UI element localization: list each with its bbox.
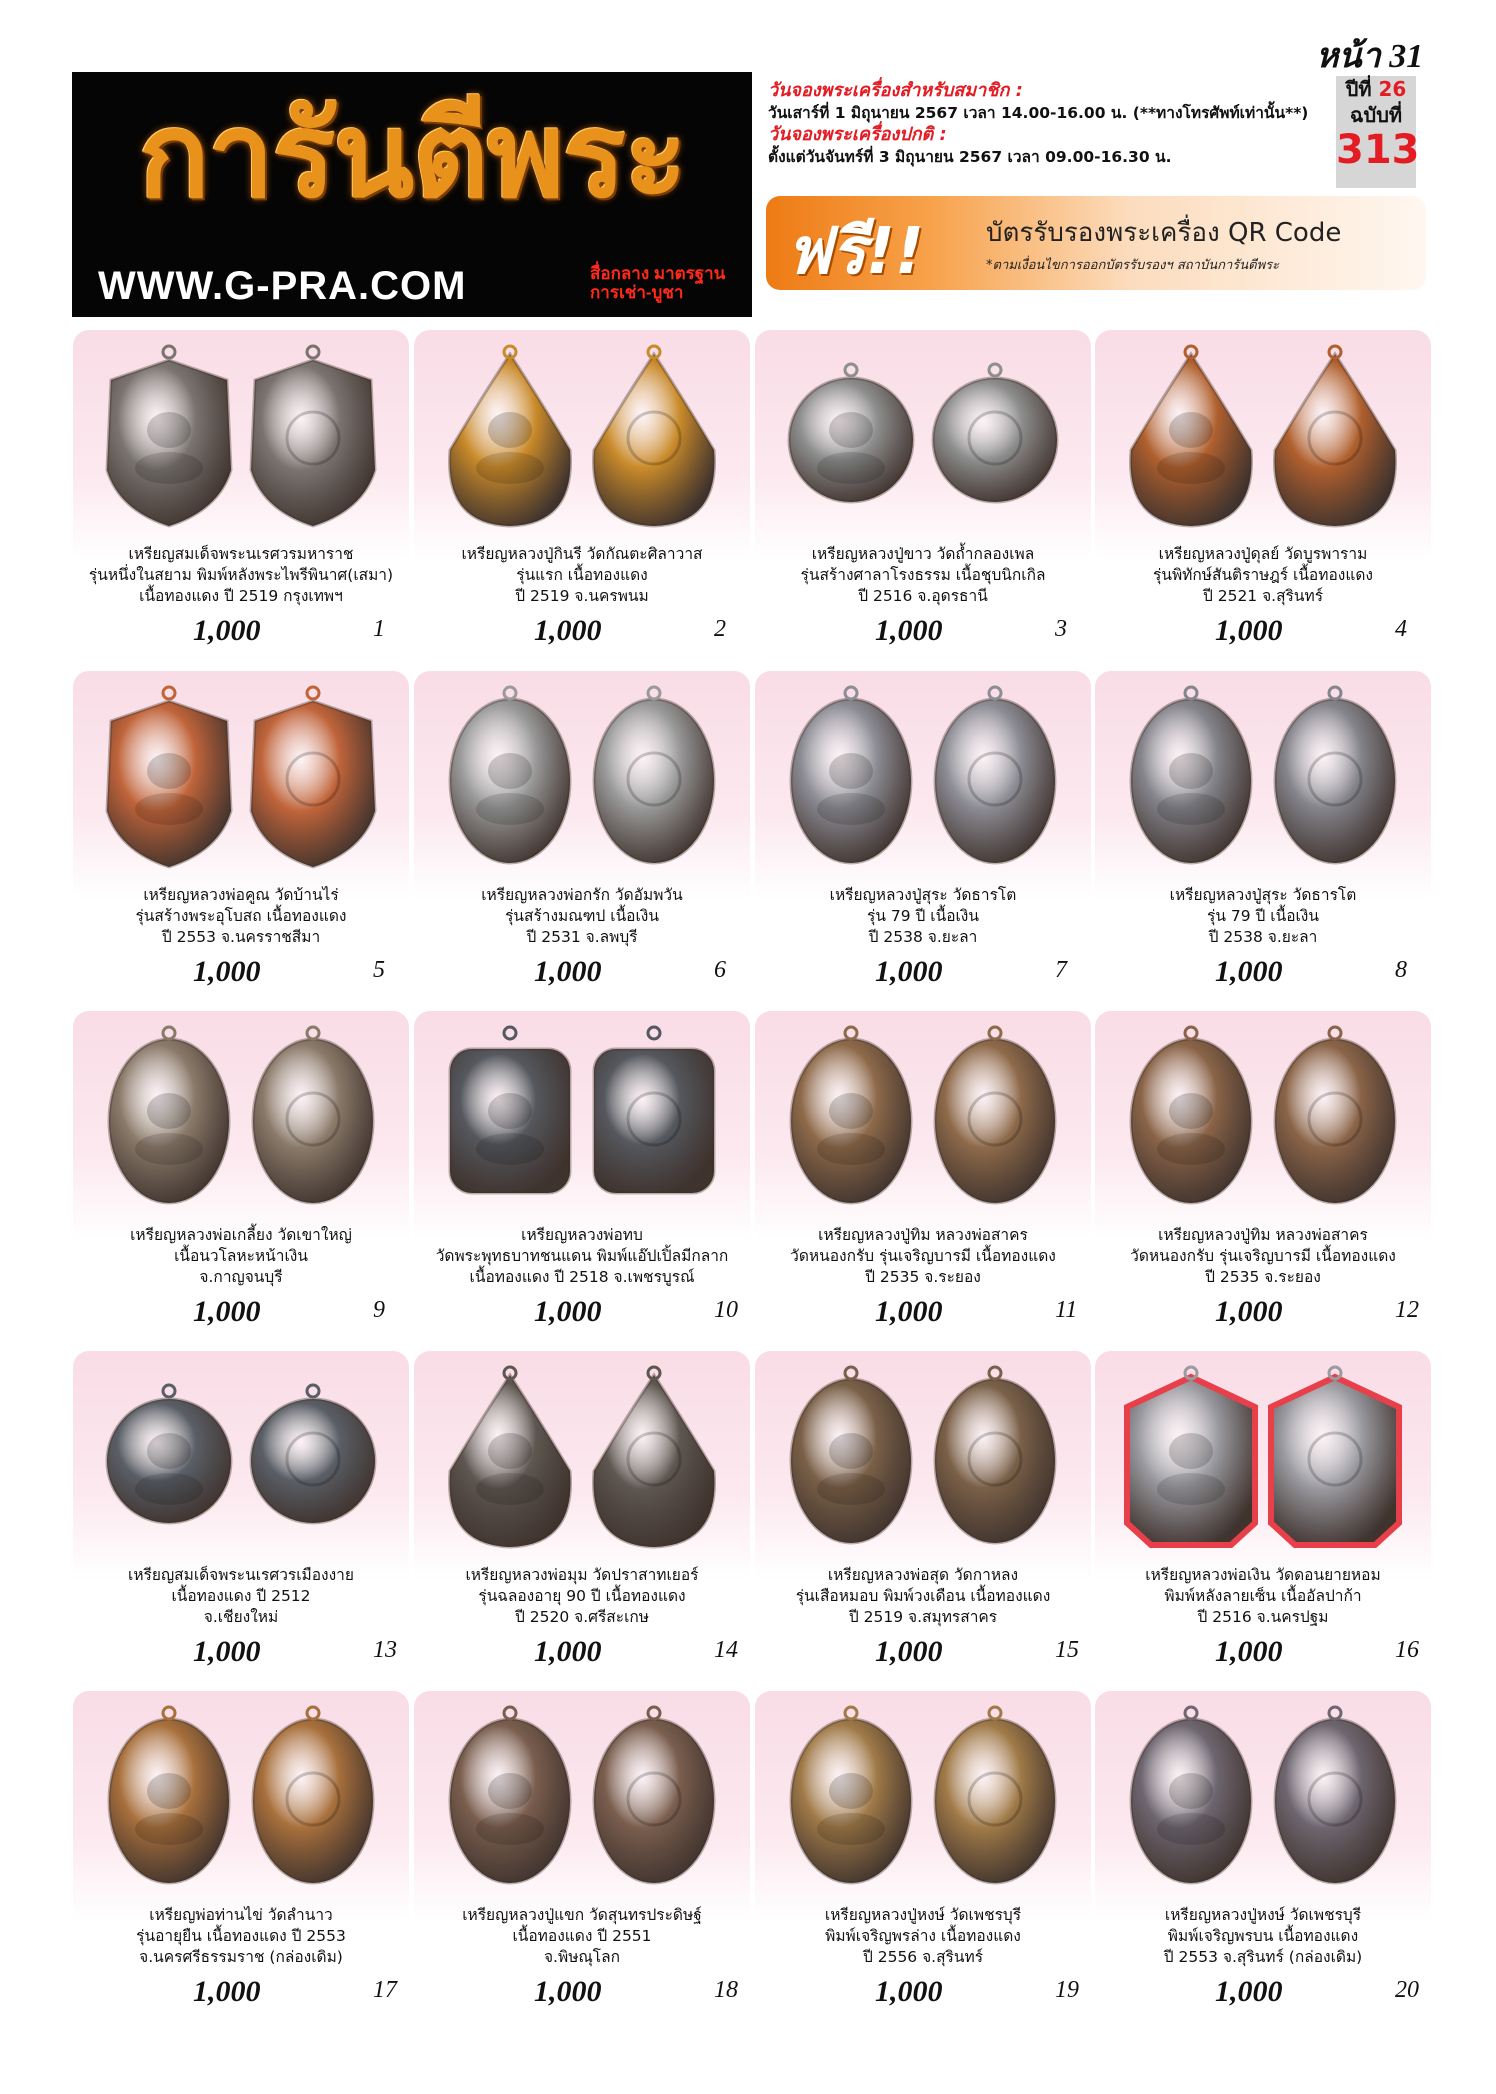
- amulet-back-icon: [935, 699, 1055, 863]
- caption-line: จ.พิษณุโลก: [543, 1948, 621, 1966]
- qr-promo-note: *ตามเงื่อนไขการออกบัตรรับรองฯ สถาบันการันตีพระ: [986, 258, 1280, 273]
- amulet-front-loop-icon: [845, 1707, 857, 1719]
- amulet-front-loop-icon: [1185, 1027, 1197, 1039]
- caption-line: วัดพระพุทธบาทชนแดน พิมพ์แอ๊ปเปิ้ลมีกลาก: [435, 1247, 729, 1265]
- logo-tagline: [590, 264, 752, 302]
- amulet-back-loop-icon: [307, 687, 319, 699]
- monk-base-icon: [817, 452, 885, 484]
- caption-line: รุ่นสร้างพระอุโบสถ เนื้อทองแดง: [135, 907, 347, 925]
- caption-line: รุ่นแรก เนื้อทองแดง: [516, 566, 648, 584]
- amulet-photo: [1095, 1691, 1431, 1905]
- caption-line: ปี 2520 จ.ศรีสะเกษ: [515, 1608, 649, 1626]
- monk-figure-icon: [829, 1433, 873, 1469]
- logo-tagline-line1: สื่อกลาง มาตรฐาน: [590, 264, 726, 283]
- member-reserve-text: วันเสาร์ที่ 1 มิถุนายน 2567 เวลา 14.00-16.00 น. (**ทางโทรศัพท์เท่านั้น**): [768, 104, 1309, 122]
- caption-line: วัดหนองกรับ รุ่นเจริญบารมี เนื้อทองแดง: [1130, 1247, 1396, 1265]
- logo: [72, 72, 752, 317]
- amulet-front-loop-icon: [163, 687, 175, 699]
- caption-line: ปี 2521 จ.สุรินทร์: [1202, 587, 1324, 605]
- monk-base-icon: [135, 1813, 203, 1845]
- amulet-front-loop-icon: [163, 1385, 175, 1397]
- caption-line: เหรียญหลวงพ่อทบ: [521, 1226, 643, 1244]
- caption-line: เหรียญหลวงปู่ทิม หลวงพ่อสาคร: [1158, 1226, 1368, 1244]
- issue-label: ฉบับที่: [1349, 103, 1403, 127]
- amulet-back-icon: [935, 1039, 1055, 1203]
- caption-line: ปี 2519 จ.นครพนม: [515, 587, 649, 605]
- monk-figure-icon: [147, 1433, 191, 1469]
- amulet-price: 1,000: [534, 1635, 602, 1668]
- amulet-card[interactable]: [414, 1691, 750, 2009]
- caption-line: เหรียญหลวงปู่แขก วัดสุนทรประดิษฐ์: [462, 1906, 702, 1924]
- amulet-card[interactable]: [414, 671, 750, 989]
- caption-line: เหรียญหลวงปู่สุระ วัดธารโต: [829, 886, 1017, 904]
- amulet-card[interactable]: [73, 330, 409, 648]
- amulet-back-icon: [935, 1719, 1055, 1883]
- amulet-front-loop-icon: [163, 346, 175, 358]
- caption-line: เนื้อทองแดง ปี 2512: [171, 1587, 311, 1605]
- amulet-back-icon: [935, 1379, 1055, 1543]
- monk-figure-icon: [147, 412, 191, 448]
- amulet-back-loop-icon: [989, 1367, 1001, 1379]
- amulet-number: 17: [373, 1977, 397, 2003]
- amulet-number: 14: [714, 1637, 738, 1663]
- caption-line: เหรียญหลวงพ่อคูณ วัดบ้านไร่: [143, 886, 339, 904]
- caption-line: เหรียญสมเด็จพระนเรศวรมหาราช: [128, 545, 354, 563]
- amulet-caption: [1089, 544, 1437, 607]
- amulet-price: 1,000: [193, 1635, 261, 1668]
- amulet-photo: [73, 1691, 409, 1905]
- amulet-card[interactable]: [73, 1691, 409, 2009]
- year-label: ปีที่: [1345, 77, 1372, 101]
- caption-line: รุ่นหนึ่งในสยาม พิมพ์หลังพระไพรีพินาศ(เสมา): [88, 566, 394, 584]
- amulet-back-icon: [594, 1719, 714, 1883]
- caption-line: ปี 2538 จ.ยะลา: [868, 928, 978, 946]
- monk-figure-icon: [147, 1093, 191, 1129]
- amulet-photo: [414, 330, 750, 544]
- monk-figure-icon: [1169, 1433, 1213, 1469]
- amulet-card[interactable]: [755, 1691, 1091, 2009]
- amulet-front-loop-icon: [504, 1707, 516, 1719]
- monk-figure-icon: [829, 753, 873, 789]
- amulet-back-icon: [1275, 699, 1395, 863]
- amulet-photo: [1095, 330, 1431, 544]
- monk-base-icon: [476, 452, 544, 484]
- amulet-photo: [1095, 671, 1431, 885]
- member-reserve-heading: วันจองพระเครื่องสำหรับสมาชิก :: [768, 80, 1023, 101]
- monk-figure-icon: [488, 1093, 532, 1129]
- amulet-back-loop-icon: [307, 1027, 319, 1039]
- monk-figure-icon: [1169, 412, 1213, 448]
- amulet-price: 1,000: [875, 955, 943, 988]
- amulet-card[interactable]: [755, 1351, 1091, 1669]
- amulet-back-loop-icon: [989, 1707, 1001, 1719]
- amulet-number: 9: [373, 1297, 385, 1323]
- amulet-photo: [414, 1691, 750, 1905]
- monk-base-icon: [476, 1813, 544, 1845]
- amulet-back-icon: [594, 354, 715, 526]
- amulet-number: 7: [1055, 957, 1067, 983]
- amulet-caption: [749, 1905, 1097, 1968]
- monk-base-icon: [1157, 1473, 1225, 1505]
- caption-line: ปี 2556 จ.สุรินทร์: [862, 1948, 984, 1966]
- monk-base-icon: [817, 1133, 885, 1165]
- amulet-price: 1,000: [534, 1295, 602, 1328]
- monk-figure-icon: [829, 1773, 873, 1809]
- caption-line: เนื้อทองแดง ปี 2551: [512, 1927, 652, 1945]
- monk-figure-icon: [1169, 1773, 1213, 1809]
- normal-reserve-text: ตั้งแต่วันจันทร์ที่ 3 มิถุนายน 2567 เวลา 09.00-16.30 น.: [768, 148, 1172, 166]
- monk-base-icon: [476, 1473, 544, 1505]
- amulet-card[interactable]: [755, 671, 1091, 989]
- amulet-price: 1,000: [193, 955, 261, 988]
- amulet-photo: [73, 671, 409, 885]
- caption-line: เหรียญหลวงปู่ขาว วัดถ้ำกลองเพล: [811, 545, 1035, 563]
- year-row: [1336, 76, 1416, 102]
- caption-line: เหรียญหลวงพ่อสุด วัดกาหลง: [827, 1566, 1019, 1584]
- amulet-number: 8: [1395, 957, 1407, 983]
- caption-line: พิมพ์เจริญพรล่าง เนื้อทองแดง: [825, 1927, 1021, 1945]
- amulet-number: 5: [373, 957, 385, 983]
- amulet-caption: [67, 544, 415, 607]
- caption-line: ปี 2516 จ.นครปฐม: [1197, 1608, 1329, 1626]
- free-label: ฟรี!!: [786, 215, 925, 289]
- amulet-photo: [414, 1011, 750, 1225]
- amulet-number: 11: [1055, 1297, 1078, 1323]
- amulet-caption: [408, 1225, 756, 1288]
- caption-line: ปี 2553 จ.สุรินทร์ (กล่องเดิม): [1163, 1948, 1363, 1966]
- amulet-number: 19: [1055, 1977, 1079, 2003]
- amulet-front-loop-icon: [845, 1027, 857, 1039]
- caption-line: ปี 2531 จ.ลพบุรี: [526, 928, 638, 946]
- amulet-caption: [408, 544, 756, 607]
- amulet-price: 1,000: [1215, 1975, 1283, 2008]
- monk-base-icon: [135, 793, 203, 825]
- caption-line: จ.กาญจนบุรี: [199, 1268, 283, 1286]
- monk-figure-icon: [829, 1093, 873, 1129]
- amulet-photo: [755, 1011, 1091, 1225]
- amulet-back-icon: [251, 701, 375, 867]
- amulet-card[interactable]: [73, 671, 409, 989]
- amulet-price: 1,000: [534, 955, 602, 988]
- amulet-photo: [73, 1011, 409, 1225]
- reservation-info: [768, 80, 1328, 168]
- qr-promo-title: บัตรรับรองพระเครื่อง QR Code: [986, 218, 1342, 248]
- caption-line: รุ่นสร้างศาลาโรงธรรม เนื้อชุบนิกเกิล: [800, 566, 1046, 584]
- amulet-card[interactable]: [755, 1011, 1091, 1329]
- amulet-front-loop-icon: [845, 1367, 857, 1379]
- page-number: หน้า 31: [1316, 38, 1424, 75]
- amulet-number: 12: [1395, 1297, 1419, 1323]
- amulet-photo: [1095, 1011, 1431, 1225]
- caption-line: ปี 2516 จ.อุดรธานี: [858, 587, 988, 605]
- amulet-back-loop-icon: [648, 687, 660, 699]
- amulet-front-loop-icon: [504, 687, 516, 699]
- amulet-back-loop-icon: [307, 1707, 319, 1719]
- amulet-back-loop-icon: [648, 1707, 660, 1719]
- caption-line: ปี 2535 จ.ระยอง: [865, 1268, 981, 1286]
- amulet-number: 6: [714, 957, 726, 983]
- amulet-card[interactable]: [1095, 1351, 1431, 1669]
- qr-promo-banner: [766, 196, 1426, 290]
- caption-line: เนื้อนวโลหะหน้าเงิน: [174, 1247, 308, 1265]
- amulet-card[interactable]: [73, 1011, 409, 1329]
- amulet-caption: [408, 1905, 756, 1968]
- caption-line: รุ่น 79 ปี เนื้อเงิน: [867, 907, 979, 925]
- amulet-caption: [67, 1565, 415, 1628]
- amulet-number: 20: [1395, 1977, 1419, 2003]
- amulet-price: 1,000: [193, 1295, 261, 1328]
- caption-line: รุ่นฉลองอายุ 90 ปี เนื้อทองแดง: [478, 1587, 686, 1605]
- amulet-price: 1,000: [1215, 1295, 1283, 1328]
- amulet-price: 1,000: [875, 614, 943, 647]
- caption-line: พิมพ์หลังลายเซ็น เนื้ออัลปาก้า: [1164, 1587, 1362, 1605]
- amulet-caption: [749, 1565, 1097, 1628]
- amulet-front-loop-icon: [1185, 687, 1197, 699]
- logo-tagline-line2: การเช่า-บูชา: [590, 283, 684, 302]
- amulet-photo: [73, 1351, 409, 1565]
- amulet-caption: [1089, 1225, 1437, 1288]
- caption-line: วัดหนองกรับ รุ่นเจริญบารมี เนื้อทองแดง: [790, 1247, 1056, 1265]
- caption-line: ปี 2519 จ.สมุทรสาคร: [848, 1608, 998, 1626]
- amulet-front-loop-icon: [504, 1027, 516, 1039]
- amulet-card[interactable]: [414, 330, 750, 648]
- monk-base-icon: [476, 793, 544, 825]
- amulet-back-loop-icon: [989, 364, 1001, 376]
- amulet-back-icon: [251, 360, 375, 526]
- monk-base-icon: [1157, 452, 1225, 484]
- amulet-price: 1,000: [193, 614, 261, 647]
- monk-base-icon: [135, 452, 203, 484]
- amulet-price: 1,000: [534, 614, 602, 647]
- monk-base-icon: [476, 1133, 544, 1165]
- amulet-back-icon: [594, 1049, 714, 1193]
- caption-line: รุ่นพิทักษ์สันติราษฎร์ เนื้อทองแดง: [1153, 566, 1373, 584]
- amulet-number: 3: [1055, 616, 1067, 642]
- amulet-caption: [408, 885, 756, 948]
- monk-figure-icon: [147, 753, 191, 789]
- amulet-caption: [67, 1225, 415, 1288]
- amulet-photo: [755, 1691, 1091, 1905]
- amulet-back-loop-icon: [1329, 1027, 1341, 1039]
- caption-line: เนื้อทองแดง ปี 2518 จ.เพชรบูรณ์: [469, 1268, 695, 1286]
- amulet-back-loop-icon: [1329, 1707, 1341, 1719]
- amulet-card[interactable]: [414, 1011, 750, 1329]
- caption-line: เหรียญหลวงปู่ดุลย์ วัดบูรพาราม: [1158, 545, 1368, 563]
- amulet-price: 1,000: [534, 1975, 602, 2008]
- caption-line: รุ่น 79 ปี เนื้อเงิน: [1207, 907, 1319, 925]
- monk-figure-icon: [488, 1773, 532, 1809]
- amulet-number: 4: [1395, 616, 1407, 642]
- caption-line: ปี 2535 จ.ระยอง: [1205, 1268, 1321, 1286]
- amulet-card[interactable]: [414, 1351, 750, 1669]
- amulet-back-loop-icon: [307, 1385, 319, 1397]
- amulet-photo: [414, 671, 750, 885]
- amulet-front-loop-icon: [845, 687, 857, 699]
- amulet-number: 18: [714, 1977, 738, 2003]
- monk-base-icon: [817, 793, 885, 825]
- year-value: 26: [1378, 77, 1407, 101]
- amulet-card[interactable]: [1095, 330, 1431, 648]
- issue-box: [1336, 76, 1420, 188]
- amulet-back-icon: [1271, 1377, 1399, 1545]
- amulet-photo: [73, 330, 409, 544]
- caption-line: รุ่นสร้างมณฑป เนื้อเงิน: [505, 907, 659, 925]
- amulet-photo: [755, 671, 1091, 885]
- logo-title: การันตีพระ: [138, 86, 686, 224]
- monk-base-icon: [135, 1133, 203, 1165]
- amulet-back-loop-icon: [648, 1027, 660, 1039]
- amulet-card[interactable]: [1095, 1691, 1431, 2009]
- caption-line: เหรียญหลวงปู่สุระ วัดธารโต: [1169, 886, 1357, 904]
- amulet-price: 1,000: [193, 1975, 261, 2008]
- caption-line: เหรียญหลวงพ่อเงิน วัดดอนยายหอม: [1145, 1566, 1381, 1584]
- amulet-card[interactable]: [73, 1351, 409, 1669]
- amulet-number: 13: [373, 1637, 397, 1663]
- monk-base-icon: [817, 1813, 885, 1845]
- amulet-back-icon: [253, 1719, 373, 1883]
- amulet-back-icon: [1275, 354, 1396, 526]
- amulet-number: 15: [1055, 1637, 1079, 1663]
- monk-figure-icon: [1169, 753, 1213, 789]
- amulet-price: 1,000: [875, 1635, 943, 1668]
- amulet-caption: [749, 544, 1097, 607]
- monk-base-icon: [135, 1473, 203, 1505]
- logo-url[interactable]: WWW.G-PRA.COM: [98, 264, 467, 308]
- caption-line: เหรียญหลวงปู่หงษ์ วัดเพชรบุรี: [1164, 1906, 1362, 1924]
- caption-line: ปี 2553 จ.นครราชสีมา: [161, 928, 321, 946]
- normal-reserve-heading: วันจองพระเครื่องปกติ :: [768, 124, 947, 145]
- amulet-caption: [749, 1225, 1097, 1288]
- amulet-front-loop-icon: [845, 364, 857, 376]
- monk-base-icon: [817, 1473, 885, 1505]
- caption-line: จ.นครศรีธรรมราช (กล่องเดิม): [139, 1948, 343, 1966]
- amulet-back-icon: [1275, 1719, 1395, 1883]
- amulet-back-loop-icon: [1329, 687, 1341, 699]
- monk-base-icon: [1157, 793, 1225, 825]
- amulet-caption: [1089, 1565, 1437, 1628]
- amulet-price: 1,000: [1215, 955, 1283, 988]
- monk-figure-icon: [488, 412, 532, 448]
- amulet-photo: [755, 1351, 1091, 1565]
- amulet-photo: [755, 330, 1091, 544]
- caption-line: รุ่นอายุยืน เนื้อทองแดง ปี 2553: [136, 1927, 346, 1945]
- amulet-back-icon: [251, 1399, 375, 1523]
- amulet-number: 10: [714, 1297, 738, 1323]
- caption-line: ปี 2538 จ.ยะลา: [1208, 928, 1318, 946]
- amulet-caption: [1089, 1905, 1437, 1968]
- amulet-photo: [1095, 1351, 1431, 1565]
- monk-figure-icon: [147, 1773, 191, 1809]
- amulet-price: 1,000: [1215, 614, 1283, 647]
- monk-figure-icon: [1169, 1093, 1213, 1129]
- amulet-back-icon: [1275, 1039, 1395, 1203]
- amulet-back-icon: [933, 378, 1057, 502]
- caption-line: เหรียญหลวงปู่ทิม หลวงพ่อสาคร: [818, 1226, 1028, 1244]
- monk-figure-icon: [829, 412, 873, 448]
- caption-line: เหรียญหลวงพ่อมุม วัดปราสาทเยอร์: [465, 1566, 699, 1584]
- amulet-card[interactable]: [1095, 1011, 1431, 1329]
- caption-line: เหรียญหลวงปู่กินรี วัดกัณตะศิลาวาส: [461, 545, 703, 563]
- amulet-price: 1,000: [1215, 1635, 1283, 1668]
- issue-number: 313: [1336, 127, 1420, 173]
- amulet-back-loop-icon: [307, 346, 319, 358]
- amulet-number: 1: [373, 616, 385, 642]
- amulet-caption: [1089, 885, 1437, 948]
- amulet-caption: [749, 885, 1097, 948]
- monk-figure-icon: [488, 753, 532, 789]
- amulet-number: 2: [714, 616, 726, 642]
- caption-line: เหรียญหลวงปู่หงษ์ วัดเพชรบุรี: [824, 1906, 1022, 1924]
- monk-figure-icon: [488, 1433, 532, 1469]
- monk-base-icon: [1157, 1813, 1225, 1845]
- amulet-back-icon: [594, 1375, 715, 1547]
- caption-line: พิมพ์เจริญพรบน เนื้อทองแดง: [1167, 1927, 1359, 1945]
- amulet-card[interactable]: [1095, 671, 1431, 989]
- caption-line: จ.เชียงใหม่: [203, 1608, 279, 1626]
- amulet-back-loop-icon: [989, 1027, 1001, 1039]
- caption-line: เหรียญสมเด็จพระนเรศวรเมืองงาย: [128, 1566, 354, 1584]
- caption-line: เหรียญพ่อท่านไข่ วัดลำนาว: [149, 1906, 333, 1924]
- amulet-back-icon: [594, 699, 714, 863]
- amulet-caption: [67, 1905, 415, 1968]
- amulet-price: 1,000: [875, 1975, 943, 2008]
- caption-line: เนื้อทองแดง ปี 2519 กรุงเทพฯ: [139, 587, 343, 605]
- monk-base-icon: [1157, 1133, 1225, 1165]
- caption-line: เหรียญหลวงพ่อเกลี้ยง วัดเขาใหญ่: [130, 1226, 352, 1244]
- caption-line: เหรียญหลวงพ่อกรัก วัดอัมพวัน: [481, 886, 683, 904]
- amulet-caption: [67, 885, 415, 948]
- amulet-front-loop-icon: [163, 1027, 175, 1039]
- caption-line: รุ่นเสือหมอบ พิมพ์วงเดือน เนื้อทองแดง: [795, 1587, 1051, 1605]
- amulet-number: 16: [1395, 1637, 1419, 1663]
- amulet-front-loop-icon: [1185, 1707, 1197, 1719]
- amulet-photo: [414, 1351, 750, 1565]
- amulet-card[interactable]: [755, 330, 1091, 648]
- amulet-back-icon: [253, 1039, 373, 1203]
- amulet-front-loop-icon: [163, 1707, 175, 1719]
- amulet-caption: [408, 1565, 756, 1628]
- amulet-back-loop-icon: [989, 687, 1001, 699]
- amulet-price: 1,000: [875, 1295, 943, 1328]
